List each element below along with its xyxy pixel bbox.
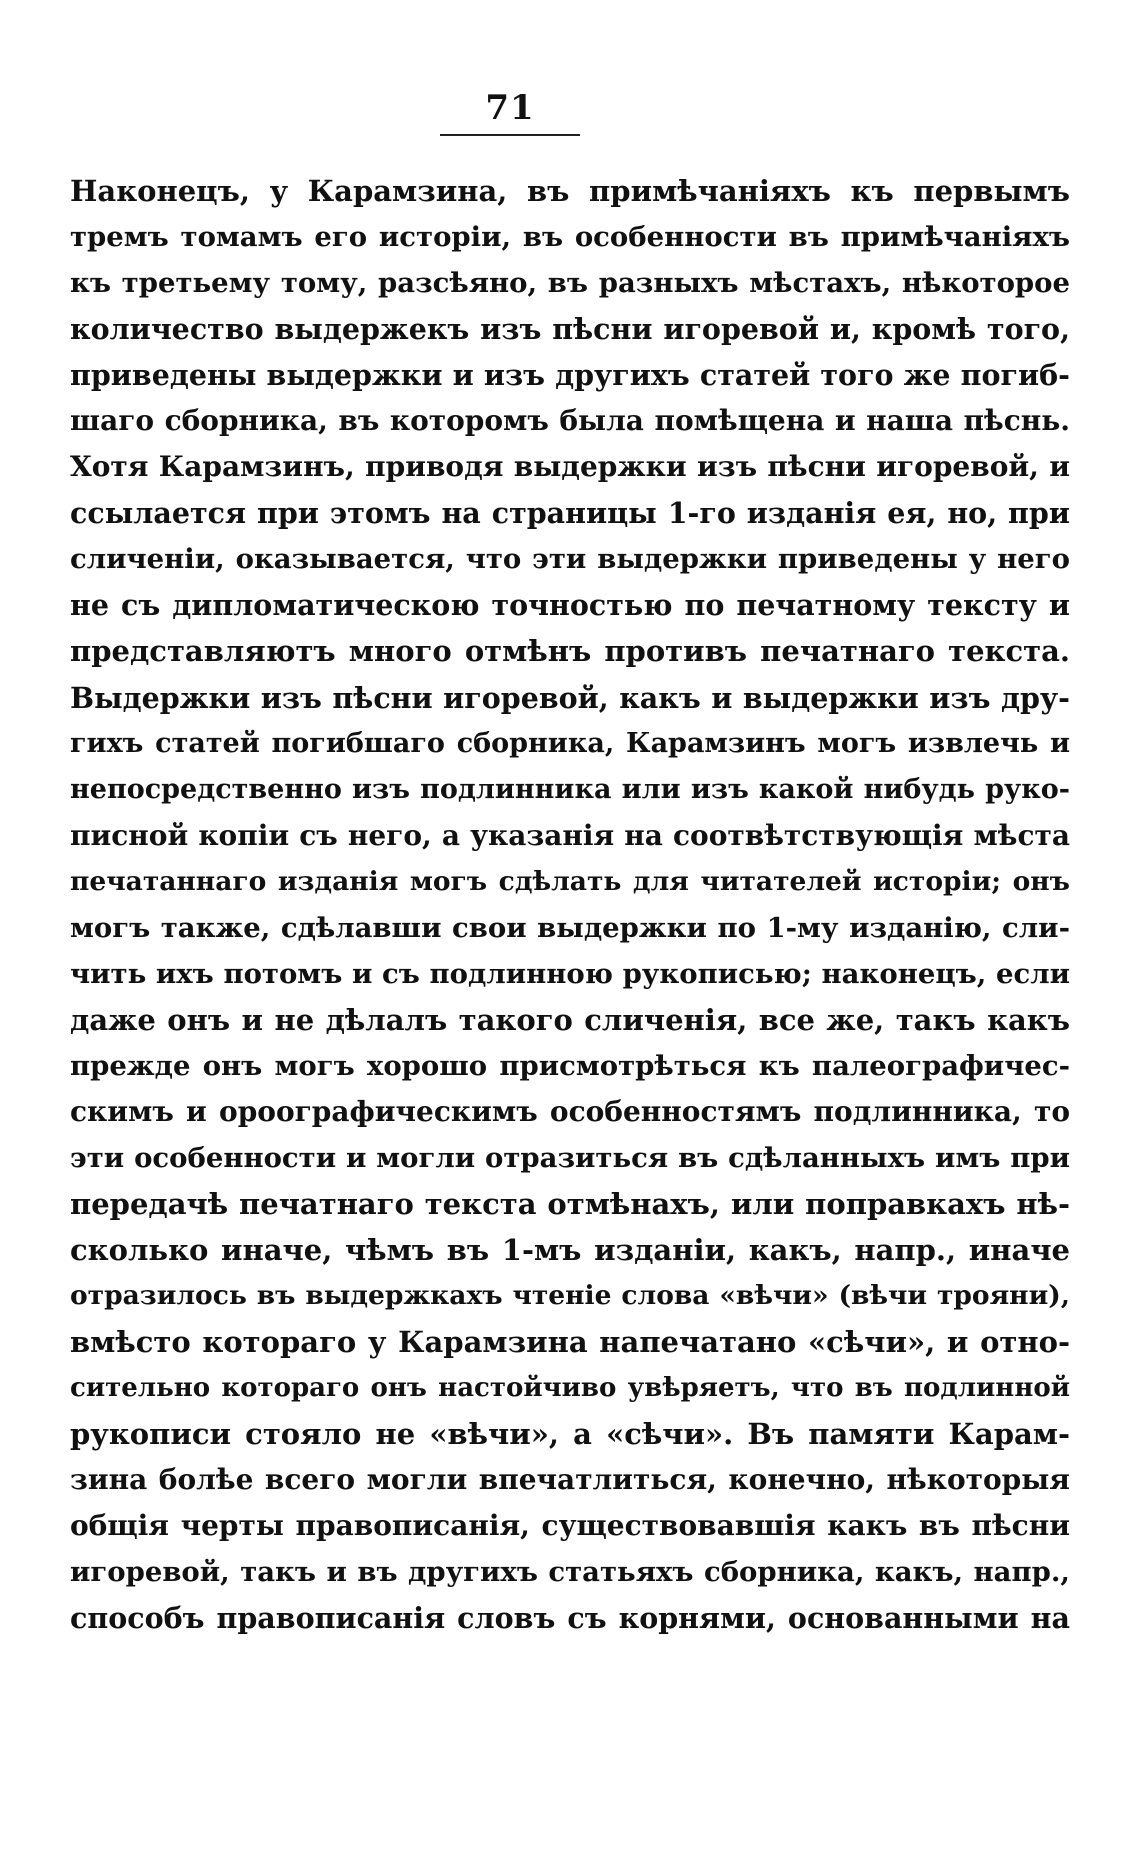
text-line: рукописи стояло не «вѣчи», а «сѣчи». Въ памяти Карам- xyxy=(70,1417,1070,1452)
page-number: 71 xyxy=(485,88,535,128)
text-line: сительно котораго онъ настойчиво увѣряетъ, что въ подлинной xyxy=(70,1373,1070,1404)
text-line: чить ихъ потомъ и съ подлинною рукописью; наконецъ, если xyxy=(70,957,1070,990)
text-line: сколько иначе, чѣмъ въ 1-мъ изданіи, какъ, напр., иначе xyxy=(70,1233,1070,1268)
text-line: гихъ статей погибшаго сборника, Карамзинъ могъ извлечь и xyxy=(70,727,1070,759)
text-line: писной копіи съ него, а указанія на соотвѣтствующія мѣста xyxy=(70,818,1070,852)
text-line: отразилось въ выдержкахъ чтеніе слова «вѣчи» (вѣчи трояни), xyxy=(70,1280,1070,1312)
text-line: сличеніи, оказывается, что эти выдержки приведены у него xyxy=(70,543,1070,576)
header-rule xyxy=(440,134,580,136)
text-line: способъ правописанія словъ съ корнями, основанными на xyxy=(70,1601,1070,1636)
text-line: ссылается при этомъ на страницы 1-го изданія ея, но, при xyxy=(70,496,1070,531)
text-line: могъ также, сдѣлавши свои выдержки по 1-му изданію, сли- xyxy=(70,911,1070,944)
text-line: непосредственно изъ подлинника или изъ какой нибудь руко- xyxy=(70,773,1070,805)
text-line: эти особенности и могли отразиться въ сдѣланныхъ имъ при xyxy=(70,1141,1070,1174)
text-line: тремъ томамъ его исторіи, въ особенности въ примѣчаніяхъ xyxy=(70,221,1070,254)
text-line: Выдержки изъ пѣсни игоревой, какъ и выдержки изъ дру- xyxy=(70,680,1070,715)
text-line: Наконецъ, у Карамзина, въ примѣчаніяхъ къ первымъ xyxy=(70,174,1070,208)
text-line: количество выдержекъ изъ пѣсни игоревой и, кромѣ того, xyxy=(70,312,1070,347)
text-line: приведены выдержки и изъ другихъ статей того же погиб- xyxy=(70,358,1070,393)
text-line: прежде онъ могъ хорошо присмотрѣться къ палеографичес- xyxy=(70,1049,1070,1082)
text-line: представляютъ много отмѣнъ противъ печатнаго текста. xyxy=(70,634,1070,669)
text-line: печатаннаго изданія могъ сдѣлать для читателей исторіи; онъ xyxy=(70,865,1070,897)
text-line: общія черты правописанія, существовавшія какъ въ пѣсни xyxy=(70,1509,1070,1543)
text-line: игоревой, такъ и въ другихъ статьяхъ сборника, какъ, напр., xyxy=(70,1556,1070,1589)
text-line: вмѣсто котораго у Карамзина напечатано «сѣчи», и отно- xyxy=(70,1325,1070,1360)
body-text xyxy=(70,168,1070,1642)
text-line: Хотя Карамзинъ, приводя выдержки изъ пѣсни игоревой, и xyxy=(70,450,1070,484)
text-line: даже онъ и не дѣлалъ такого сличенія, все же, такъ какъ xyxy=(70,1002,1070,1037)
text-line: зина болѣе всего могли впечатлиться, конечно, нѣкоторыя xyxy=(70,1463,1070,1497)
text-line: къ третьему тому, разсѣяно, въ разныхъ мѣстахъ, нѣкоторое xyxy=(70,267,1070,300)
text-line: передачѣ печатнаго текста отмѣнахъ, или поправкахъ нѣ- xyxy=(70,1187,1070,1222)
text-line: шаго сборника, въ которомъ была помѣщена и наша пѣснь. xyxy=(70,404,1070,438)
text-line: скимъ и ороографическимъ особенностямъ подлинника, то xyxy=(70,1094,1070,1128)
text-line: не съ дипломатическою точностью по печатному тексту и xyxy=(70,588,1070,623)
